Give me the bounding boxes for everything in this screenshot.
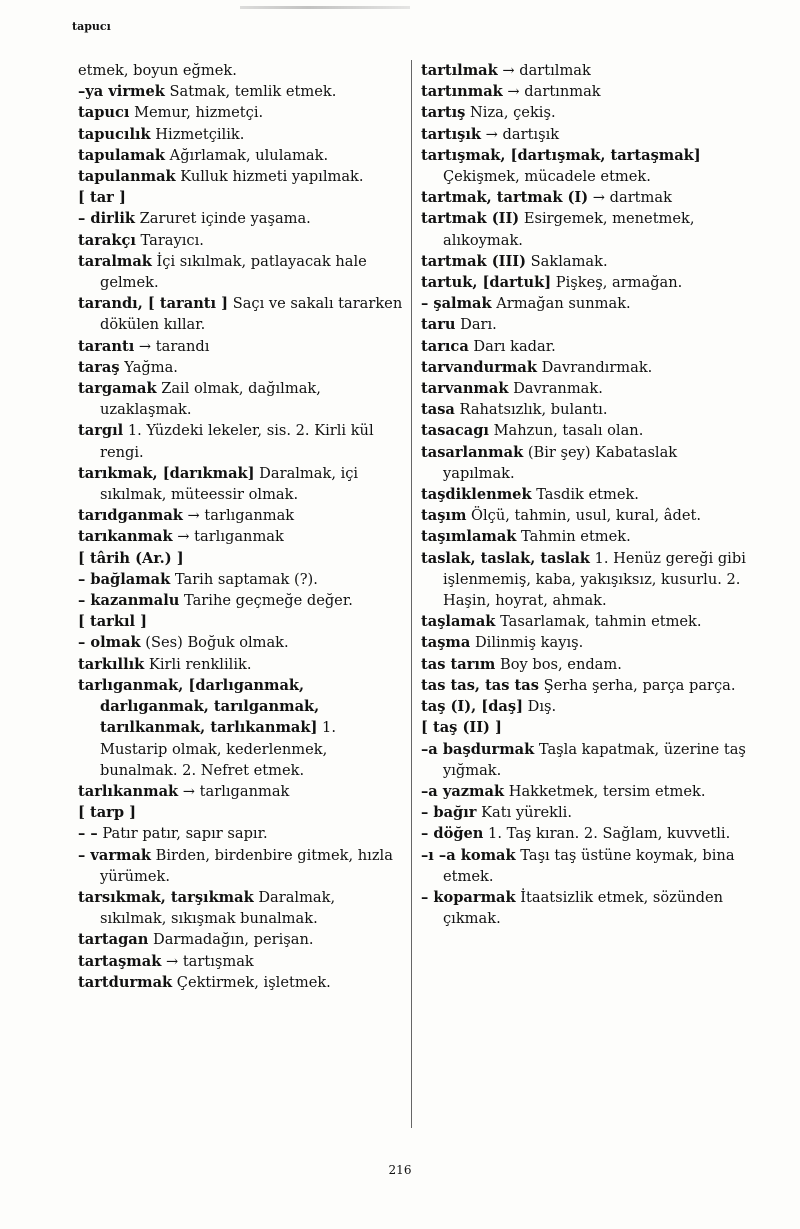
entry-definition: Çekişmek, mücadele etmek. [443, 168, 651, 186]
entry-definition: Pişkeş, armağan. [551, 274, 683, 292]
dictionary-entry [78, 951, 404, 972]
entry-headword: tarandı, [ tarantı ] [78, 295, 229, 313]
dictionary-entry [78, 569, 404, 590]
entry-definition: Katı yürekli. [476, 804, 572, 822]
entry-headword: [ tar ] [78, 189, 126, 207]
dictionary-entry [78, 972, 404, 993]
dictionary-entry [421, 802, 751, 823]
entry-definition: Dış. [522, 698, 557, 716]
entry-headword: tarlıganmak, [darlıganmak, darlıganmak, tarılganmak, tarılkanmak, tarlıkanmak] [78, 676, 320, 737]
entry-definition: → dartışık [481, 125, 560, 143]
entry-definition: 1. Yüzdeki lekeler, sis. 2. Kirli kül rengi. [100, 422, 374, 461]
entry-definition: Davrandırmak. [536, 358, 653, 376]
dictionary-entry [421, 632, 751, 653]
entry-definition: Tarih saptamak (?). [170, 570, 318, 588]
entry-headword: [ tarp ] [78, 804, 137, 822]
dictionary-entry [78, 802, 404, 823]
dictionary-entry [78, 208, 404, 229]
dictionary-entry [421, 887, 751, 929]
entry-headword: tartış [421, 104, 466, 122]
entry-definition: → dartınmak [502, 83, 601, 101]
left-column [78, 60, 404, 993]
entry-definition: 1. Henüz gereği gibi işlenmemiş, kaba, yakışıksız, kusurlu. 2. Haşin, hoyrat, ahmak. [443, 549, 746, 610]
entry-headword: tarıkmak, [darıkmak] [78, 464, 255, 482]
entry-headword: – koparmak [421, 888, 516, 906]
entry-headword: tarkıllık [78, 655, 145, 673]
entry-definition: Darı kadar. [468, 337, 556, 355]
dictionary-entry [78, 187, 404, 208]
entry-headword: taşdiklenmek [421, 486, 532, 504]
scan-artifact [240, 6, 410, 9]
dictionary-entry [421, 187, 751, 208]
dictionary-entry [78, 654, 404, 675]
entry-definition: → tarlıganmak [178, 782, 290, 800]
entry-definition: Tasdik etmek. [531, 486, 639, 504]
entry-headword: tapulanmak [78, 168, 176, 186]
entry-headword: taraş [78, 358, 120, 376]
dictionary-entry [421, 845, 751, 887]
entry-definition: → tartışmak [161, 952, 254, 970]
dictionary-entry [421, 145, 751, 187]
entry-definition: Mahzun, tasalı olan. [488, 422, 644, 440]
entry-headword: tas tas, tas tas [421, 676, 539, 694]
entry-definition: Şerha şerha, parça parça. [538, 676, 736, 694]
dictionary-entry [78, 357, 404, 378]
dictionary-entry [78, 293, 404, 335]
entry-definition: (Bir şey) Kabataslak yapılmak. [443, 443, 678, 482]
entry-headword: [ târih (Ar.) ] [78, 549, 184, 567]
dictionary-entry [421, 208, 751, 250]
entry-definition: Kirli renklilik. [144, 655, 252, 673]
entry-headword: –a başdurmak [421, 740, 535, 758]
entry-headword: – – [78, 825, 98, 843]
entry-definition: Tarayıcı. [135, 231, 204, 249]
entry-definition: Saklamak. [526, 252, 608, 270]
entry-headword: – bağlamak [78, 570, 171, 588]
entry-definition: etmek, boyun eğmek. [78, 62, 237, 79]
dictionary-entry [78, 166, 404, 187]
entry-definition: Dilinmiş kayış. [470, 634, 584, 652]
entry-headword: tarvanmak [421, 380, 509, 398]
entry-headword: tartmak, tartmak (I) [421, 189, 589, 207]
dictionary-entry [421, 60, 751, 81]
entry-headword: – kazanmalu [78, 592, 180, 610]
entry-headword: – döğen [421, 825, 484, 843]
entry-definition: Ağırlamak, ululamak. [165, 146, 329, 164]
entry-definition: İtaatsizlik etmek, sözünden çıkmak. [443, 888, 724, 928]
entry-headword: tasarlanmak [421, 443, 524, 461]
dictionary-entry [421, 548, 751, 612]
entry-definition: Darı. [455, 316, 497, 334]
entry-headword: taşım [421, 507, 467, 525]
dictionary-entry [78, 124, 404, 145]
dictionary-entry [78, 463, 404, 505]
entry-headword: tapucı [78, 104, 130, 122]
dictionary-entry [421, 81, 751, 102]
dictionary-entry [78, 887, 404, 929]
dictionary-entry [78, 590, 404, 611]
dictionary-entry [421, 611, 751, 632]
entry-headword: – dirlik [78, 210, 136, 228]
entry-definition: → tarlıganmak [172, 528, 284, 546]
dictionary-entry [78, 526, 404, 547]
dictionary-entry [78, 611, 404, 632]
dictionary-entry [421, 823, 751, 844]
dictionary-entry [421, 526, 751, 547]
dictionary-entry [78, 102, 404, 123]
entry-definition: Davranmak. [508, 380, 603, 398]
dictionary-entry [421, 293, 751, 314]
entry-headword: targamak [78, 380, 157, 398]
entry-definition: Patır patır, sapır sapır. [97, 825, 268, 843]
dictionary-entry [78, 145, 404, 166]
entry-headword: –ya virmek [78, 83, 165, 101]
entry-headword: tartagan [78, 931, 149, 949]
dictionary-entry [421, 696, 751, 717]
entry-definition: Esirgemek, menetmek, alıkoymak. [443, 210, 695, 249]
entry-definition: Rahatsızlık, bulantı. [454, 401, 608, 419]
entry-headword: tapucılık [78, 125, 151, 143]
dictionary-entry [78, 420, 404, 462]
entry-headword: tartışık [421, 125, 482, 143]
dictionary-entry [78, 336, 404, 357]
entry-headword: tapulamak [78, 146, 166, 164]
page-number: 216 [388, 1163, 412, 1177]
entry-definition: Niza, çekiş. [465, 104, 556, 122]
entry-definition: → dartmak [588, 189, 672, 207]
dictionary-entry [421, 336, 751, 357]
entry-headword: taş (I), [daş] [421, 698, 523, 716]
entry-headword: tartdurmak [78, 973, 173, 991]
entry-headword: tarlıkanmak [78, 782, 179, 800]
entry-headword: tas tarım [421, 655, 496, 673]
entry-headword: tartmak (III) [421, 252, 527, 270]
dictionary-entry [78, 845, 404, 887]
entry-definition: Tarihe geçmeğe değer. [179, 592, 353, 610]
entry-definition: Tasarlamak, tahmin etmek. [495, 613, 702, 631]
right-column [421, 60, 751, 929]
entry-headword: [ taş (II) ] [421, 719, 502, 737]
dictionary-entry [421, 420, 751, 441]
dictionary-entry [421, 675, 751, 696]
entry-headword: tasacagı [421, 422, 489, 440]
entry-definition: Kulluk hizmeti yapılmak. [175, 168, 364, 186]
entry-headword: tartuk, [dartuk] [421, 274, 552, 292]
entry-definition: Armağan sunmak. [491, 295, 631, 313]
dictionary-entry [421, 251, 751, 272]
entry-headword: tarsıkmak, tarşıkmak [78, 888, 254, 906]
entry-headword: tasa [421, 401, 455, 419]
entry-headword: taşma [421, 634, 471, 652]
entry-definition: Taşı taş üstüne koymak, bina etmek. [443, 846, 735, 885]
entry-definition: Boy bos, endam. [495, 655, 622, 673]
entry-definition: Tahmin etmek. [516, 528, 631, 546]
dictionary-entry [78, 81, 404, 102]
entry-definition: Memur, hizmetçi. [129, 104, 264, 122]
entry-headword: taşımlamak [421, 528, 517, 546]
dictionary-entry [421, 781, 751, 802]
entry-headword: tartaşmak [78, 952, 162, 970]
entry-headword: taslak, taslak, taslak [421, 549, 590, 567]
dictionary-entry [78, 505, 404, 526]
column-divider [411, 60, 412, 1128]
entry-headword: tartmak (II) [421, 210, 520, 228]
entry-headword: taşlamak [421, 613, 496, 631]
entry-headword: – bağır [421, 804, 477, 822]
dictionary-entry [421, 654, 751, 675]
entry-definition: Yağma. [119, 358, 178, 376]
entry-definition: Darmadağın, perişan. [148, 931, 314, 949]
entry-headword: tarantı [78, 337, 135, 355]
dictionary-entry [421, 505, 751, 526]
entry-headword: –ı –a komak [421, 846, 516, 864]
entry-definition: Çektirmek, işletmek. [172, 973, 331, 991]
entry-definition: (Ses) Boğuk olmak. [140, 634, 289, 652]
dictionary-entry [421, 124, 751, 145]
entry-definition: Hizmetçilik. [150, 125, 245, 143]
entry-headword: – varmak [78, 846, 152, 864]
running-header: tapucı [72, 20, 111, 33]
entry-definition: Hakketmek, tersim etmek. [504, 782, 706, 800]
entry-headword: tartışmak, [dartışmak, tartaşmak] [421, 146, 701, 164]
entry-definition: → dartılmak [497, 62, 591, 79]
entry-definition: Zaruret içinde yaşama. [135, 210, 311, 228]
dictionary-entry [421, 739, 751, 781]
entry-headword: tarıkanmak [78, 528, 173, 546]
entry-headword: tarakçı [78, 231, 136, 249]
dictionary-entry [78, 632, 404, 653]
entry-definition: 1. Mustarip olmak, kederlenmek, bunalmak. 2. Nefret etmek. [100, 719, 336, 779]
entry-definition: Birden, birdenbire gitmek, hızla yürümek. [100, 846, 393, 885]
dictionary-entry [421, 102, 751, 123]
entry-definition: → tarandı [134, 337, 210, 355]
entry-headword: tartınmak [421, 83, 503, 101]
dictionary-entry [421, 378, 751, 399]
entry-headword: taralmak [78, 252, 152, 270]
dictionary-entry [421, 717, 751, 738]
entry-headword: taru [421, 316, 456, 334]
dictionary-entry [78, 781, 404, 802]
dictionary-entry [421, 442, 751, 484]
dictionary-entry [78, 60, 404, 81]
dictionary-entry [421, 399, 751, 420]
dictionary-entry [78, 929, 404, 950]
entry-definition: → tarlıganmak [182, 507, 295, 525]
dictionary-entry [78, 378, 404, 420]
entry-headword: tarvandurmak [421, 358, 537, 376]
entry-headword: – olmak [78, 634, 141, 652]
entry-headword: tarıdganmak [78, 507, 183, 525]
entry-definition: 1. Taş kıran. 2. Sağlam, kuvvetli. [483, 825, 731, 843]
dictionary-entry [78, 675, 404, 781]
entry-headword: [ tarkıl ] [78, 613, 148, 631]
entry-definition: Zail olmak, dağılmak, uzaklaşmak. [100, 380, 321, 419]
entry-definition: Ölçü, tahmin, usul, kural, âdet. [466, 507, 701, 525]
dictionary-entry [78, 548, 404, 569]
dictionary-entry [421, 357, 751, 378]
entry-headword: – şalmak [421, 295, 492, 313]
entry-headword: tarıca [421, 337, 469, 355]
entry-headword: –a yazmak [421, 782, 505, 800]
entry-headword: targıl [78, 422, 124, 440]
entry-definition: Daralmak, sıkılmak, sıkışmak bunalmak. [100, 888, 336, 928]
dictionary-entry [78, 251, 404, 293]
dictionary-entry [421, 272, 751, 293]
entry-headword: tartılmak [421, 62, 498, 79]
dictionary-entry [421, 484, 751, 505]
dictionary-entry [421, 314, 751, 335]
entry-definition: Daralmak, içi sıkılmak, müteessir olmak. [100, 464, 359, 504]
entry-definition: Taşla kapatmak, üzerine taş yığmak. [443, 740, 746, 779]
entry-definition: Satmak, temlik etmek. [164, 83, 337, 101]
entry-definition: Saçı ve sakalı tararken dökülen kıllar. [100, 295, 403, 334]
entry-definition: İçi sıkılmak, patlayacak hale gelmek. [100, 252, 367, 292]
dictionary-entry [78, 823, 404, 844]
dictionary-entry [78, 230, 404, 251]
